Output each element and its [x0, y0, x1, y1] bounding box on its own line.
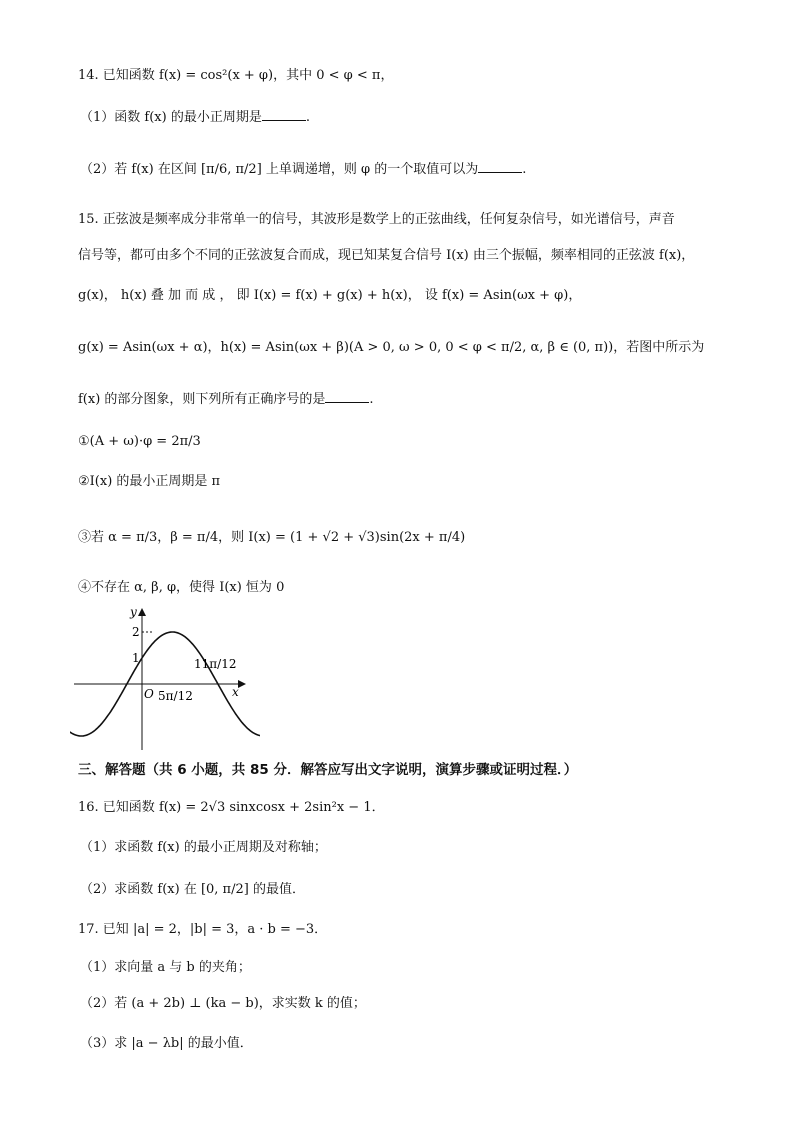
q16-part2: （2）求函数 f(x) 在 [0, π/2] 的最值． [80, 882, 305, 897]
period: . [522, 162, 527, 177]
answer-blank [262, 108, 306, 121]
q15-condition: (A > 0, ω > 0, 0 < φ < π/2, α, β ∈ (0, π)) [348, 340, 614, 355]
q14-part1-text: （1）函数 f(x) 的最小正周期是 [80, 110, 262, 125]
q14-part2-text-b: 上单调递增，则 φ 的一个取值可以为 [265, 162, 479, 177]
q16-stem: 16. 已知函数 f(x) = 2√3 sinxcosx + 2sin²x − 1． [78, 800, 385, 815]
q17-part1: （1）求向量 a 与 b 的夹角； [80, 960, 251, 975]
q14-interval: [π/6, π/2] [200, 162, 262, 177]
q15-option-4: ④不存在 α, β, φ，使得 I(x) 恒为 0 [78, 580, 285, 595]
q15-line5 [78, 390, 374, 410]
section-heading: 三、解答题（共 6 小题，共 85 分．解答应写出文字说明，演算步骤或证明过程．） [78, 762, 578, 778]
answer-blank [325, 390, 369, 403]
q15-line3: g(x)， h(x) 叠 加 而 成 ， 即 I(x) = f(x) + g(x) + h(x)， 设 f(x) = Asin(ωx + φ)， [78, 288, 582, 303]
q17-part3: （3）求 |a − λb| 的最小值． [80, 1036, 253, 1051]
q17-stem: 17. 已知 |a| = 2，|b| = 3，a · b = −3． [78, 922, 328, 937]
y-axis-label: y [130, 605, 137, 619]
sine-graph [70, 604, 260, 754]
q14-stem: 14. 已知函数 f(x) = cos²(x + φ)，其中 0 < φ < π， [78, 68, 394, 83]
q15-option-2: ②I(x) 的最小正周期是 π [78, 474, 221, 489]
q14-part2-text-a: （2）若 f(x) 在区间 [80, 162, 197, 177]
x-axis-arrow-icon [238, 680, 246, 688]
y-tick-2: 2 [132, 625, 140, 639]
x-axis-label: x [232, 685, 239, 699]
q15-line5-text: f(x) 的部分图象，则下列所有正确序号的是 [78, 392, 326, 407]
q15-line4-b: ，若图中所示为 [613, 340, 705, 355]
q15-line4-a: g(x) = Asin(ωx + α)，h(x) = Asin(ωx + β) [78, 340, 349, 355]
y-tick-1: 1 [132, 651, 140, 665]
q15-line4 [78, 338, 704, 358]
answer-blank [478, 160, 522, 173]
q16-part1: （1）求函数 f(x) 的最小正周期及对称轴； [80, 840, 327, 855]
x-label-11pi-12: 11π/12 [194, 657, 237, 671]
q17-part2: （2）若 (a + 2b) ⊥ (ka − b)，求实数 k 的值； [80, 996, 366, 1011]
q15-line2: 信号等，都可由多个不同的正弦波复合而成，现已知某复合信号 I(x) 由三个振幅，频率相同的正弦波 f(x)， [78, 248, 695, 263]
q14-part2 [80, 160, 526, 180]
q15-option-1: ①(A + ω)·φ = 2π/3 [78, 434, 201, 449]
y-axis-arrow-icon [138, 608, 146, 616]
x-label-5pi-12: 5π/12 [158, 689, 193, 703]
origin-label: O [144, 687, 154, 701]
q15-option-3: ③若 α = π/3，β = π/4，则 I(x) = (1 + √2 + √3)sin(2x + π/4) [78, 530, 466, 545]
period: . [369, 392, 374, 407]
period: . [305, 110, 310, 125]
q14-part1 [80, 108, 310, 128]
q15-line1: 15. 正弦波是频率成分非常单一的信号，其波形是数学上的正弦曲线，任何复杂信号，如光谱信号，声音 [78, 212, 675, 227]
